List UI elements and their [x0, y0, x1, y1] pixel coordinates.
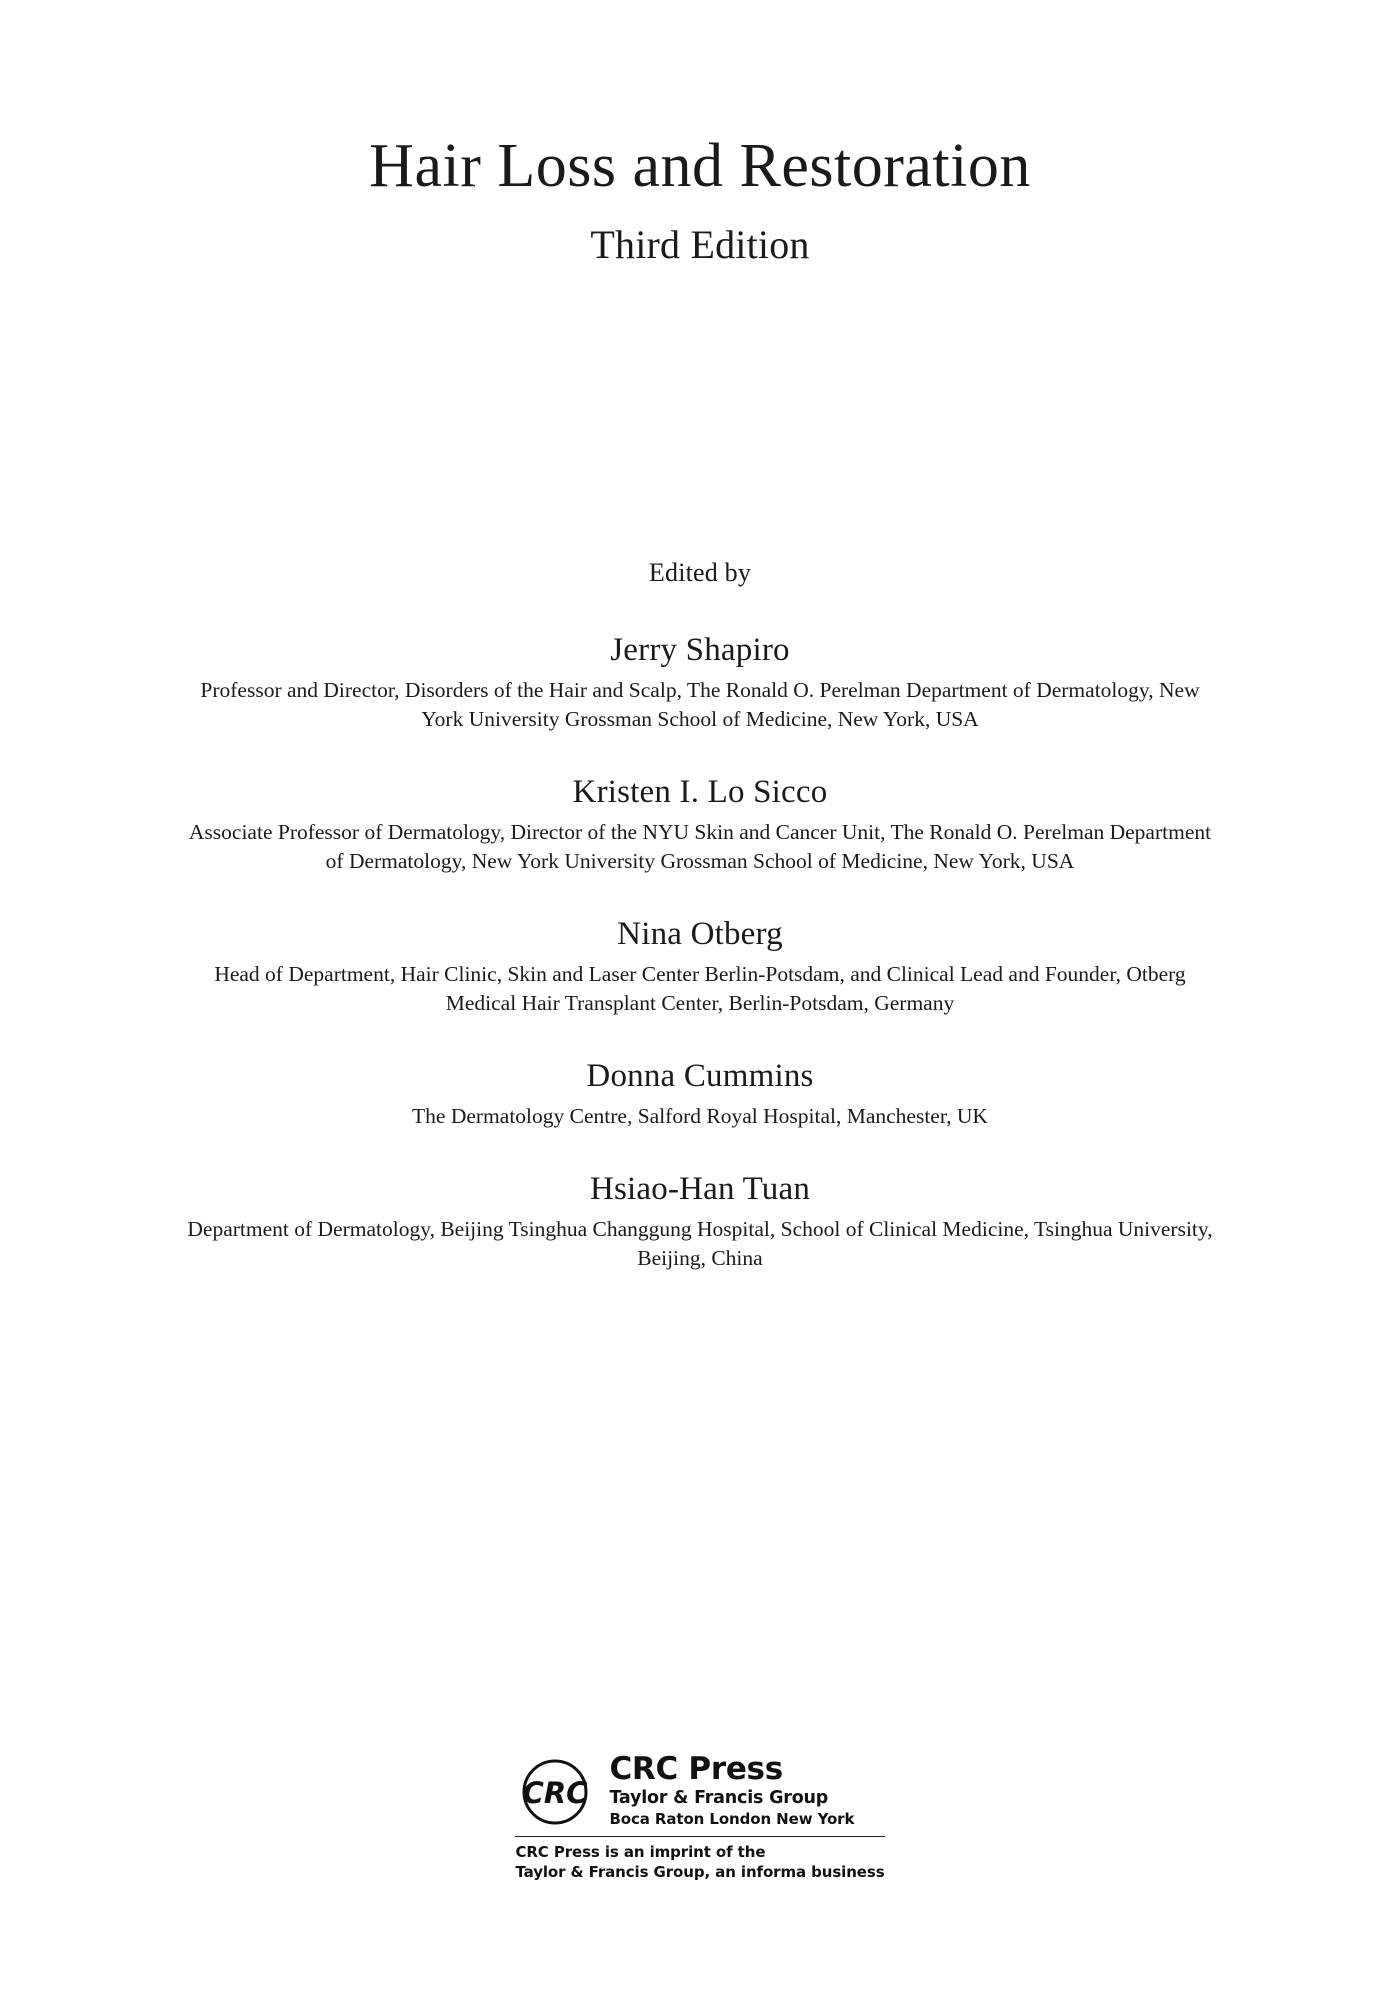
edition-subtitle: Third Edition — [590, 222, 810, 268]
editor-entry — [180, 774, 1220, 876]
imprint-line-1: CRC Press is an imprint of the — [515, 1842, 766, 1861]
publisher-cities: Boca Raton London New York — [609, 1809, 855, 1828]
editor-name: Kristen I. Lo Sicco — [572, 774, 828, 811]
publisher-name: CRC Press — [609, 1750, 783, 1787]
edited-by-label: Edited by — [648, 558, 752, 588]
publisher-block — [0, 1750, 1400, 1883]
editor-affiliation: Head of Department, Hair Clinic, Skin and Laser Center Berlin-Potsdam, and Clinical Lead and Founder, Otberg Medical Hair Transplant Center, Berlin-Potsdam, Germany — [214, 961, 1186, 1015]
editor-name: Donna Cummins — [586, 1058, 814, 1094]
imprint-statement — [515, 1842, 884, 1883]
page-title: Hair Loss and Restoration — [369, 132, 1031, 200]
publisher-logo-group — [515, 1750, 884, 1883]
publisher-row — [515, 1750, 884, 1830]
editor-affiliation: Professor and Director, Disorders of the Hair and Scalp, The Ronald O. Perelman Department of Dermatology, New York University Grossman School of Medicine, New York, USA — [200, 678, 1200, 732]
crc-logo-icon — [515, 1750, 595, 1830]
editor-affiliation: Department of Dermatology, Beijing Tsinghua Changgung Hospital, School of Clinical Medicine, Tsinghua University, Beijing, China — [187, 1216, 1213, 1270]
editor-entry — [180, 916, 1220, 1018]
editor-affiliation: The Dermatology Centre, Salford Royal Hospital, Manchester, UK — [412, 1103, 988, 1128]
svg-text:CRC: CRC — [523, 1775, 588, 1810]
editor-entry — [180, 1058, 1220, 1131]
editor-affiliation: Associate Professor of Dermatology, Director of the NYU Skin and Cancer Unit, The Ronald O. Perelman Department of Dermatology, New York University Grossman School of Medicine, New York, USA — [188, 820, 1212, 874]
publisher-group: Taylor & Francis Group — [609, 1787, 829, 1808]
divider — [515, 1836, 884, 1837]
publisher-text — [609, 1752, 854, 1828]
editor-name: Jerry Shapiro — [610, 632, 790, 669]
title-block — [180, 0, 1220, 268]
editor-list — [180, 632, 1220, 1273]
editor-name: Hsiao-Han Tuan — [589, 1170, 811, 1207]
editor-entry — [180, 632, 1220, 734]
editor-entry — [180, 1171, 1220, 1273]
editor-name: Nina Otberg — [617, 916, 783, 953]
imprint-line-2: Taylor & Francis Group, an informa business — [515, 1862, 885, 1881]
